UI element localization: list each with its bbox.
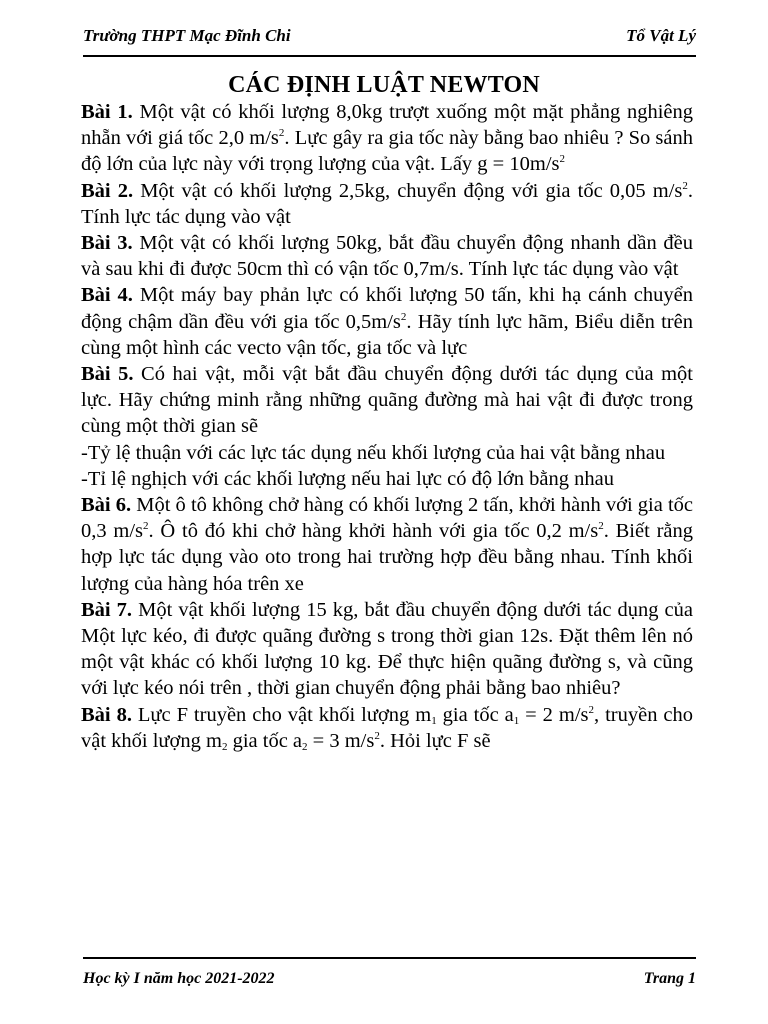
- document-title: CÁC ĐỊNH LUẬT NEWTON: [228, 72, 540, 98]
- page-header: [83, 26, 696, 52]
- problem-label: Bài 8.: [81, 703, 132, 726]
- problem-1: Bài 1. Một vật có khối lượng 8,0kg trượt xuống một mặt phẳng nghiêng nhẵn với giá tốc 2,0 $m/s^2$. Lực gây ra gia tốc này bằng bao nhiêu ? So sánh độ lớn của lực này với trọng lượng của vật. Lấy $g = 10m/s^2$: [81, 101, 694, 176]
- problem-5-case-2: -Tỉ lệ nghịch với các khối lượng nếu hai lực có độ lớn bằng nhau: [81, 467, 614, 490]
- problem-label: Bài 3.: [81, 232, 133, 255]
- header-divider: [83, 55, 696, 57]
- document-body: [81, 99, 693, 754]
- school-name: Trường THPT Mạc Đĩnh Chi: [83, 26, 291, 45]
- problem-label: Bài 2.: [81, 179, 134, 202]
- department-name: Tổ Vật Lý: [626, 26, 696, 45]
- problem-label: Bài 4.: [81, 284, 133, 307]
- problem-2: Bài 2. Một vật có khối lượng 2,5kg, chuyển động với gia tốc 0,05 $m/s^2$. Tính lực tác dụng vào vật: [81, 179, 693, 228]
- problem-label: Bài 7.: [81, 598, 133, 621]
- problem-4: Bài 4. Một máy bay phản lực có khối lượng 50 tấn, khi hạ cánh chuyển động chậm dần đều với gia tốc $0,5m/s^2$. Hãy tính lực hãm, Biểu diễn trên cùng một hình các vecto vận tốc, gia tốc và lực: [81, 284, 693, 359]
- semester-label: Học kỳ I năm học 2021-2022: [83, 970, 275, 987]
- problem-7: Bài 7. Một vật khối lượng 15 kg, bắt đầu chuyển động dưới tác dụng của Một lực kéo, đi được quãng đường s trong thời gian 12s. Đặt thêm lên nó một vật khác có khối lượng 10 kg. Để thực hiện quãng đường s, và cũng với lực kéo nói trên , thời gian chuyển động phải bằng bao nhiêu?: [81, 598, 693, 700]
- problem-5-case-1: -Tỷ lệ thuận với các lực tác dụng nếu khối lượng của hai vật bằng nhau: [81, 441, 666, 464]
- problem-label: Bài 1.: [81, 101, 133, 123]
- problem-8: Bài 8. Lực F truyền cho vật khối lượng $m_1$ gia tốc $a_1 = 2$ $m/s^2$, truyền cho vật khối lượng $m_2$ gia tốc $a_2 = 3$ $m/s^2$. Hỏi lực F sẽ: [81, 703, 693, 753]
- problem-6: Bài 6. Một ô tô không chở hàng có khối lượng 2 tấn, khởi hành với gia tốc 0,3 $m/s^2$. Ô tô đó khi chở hàng khởi hành với gia tốc 0,2 $m/s^2$. Biết rằng hợp lực tác dụng vào oto trong hai trường hợp đều bằng nhau. Tính khối lượng của hàng hóa trên xe: [81, 494, 693, 595]
- problem-label: Bài 5.: [81, 363, 134, 386]
- page-number: Trang 1: [643, 970, 696, 987]
- problem-label: Bài 6.: [81, 494, 132, 517]
- problem-3: Bài 3. Một vật có khối lượng 50kg, bắt đầu chuyển động nhanh dần đều và sau khi đi được 50cm thì có vận tốc 0,7m/s. Tính lực tác dụng vào vật: [81, 232, 694, 281]
- footer-divider: [83, 957, 696, 959]
- page-footer: [83, 970, 696, 994]
- problem-5: Bài 5. Có hai vật, mỗi vật bắt đầu chuyển động dưới tác dụng của một lực. Hãy chứng minh rằng những quãng đường mà hai vật đi được trong cùng một thời gian sẽ: [81, 363, 693, 438]
